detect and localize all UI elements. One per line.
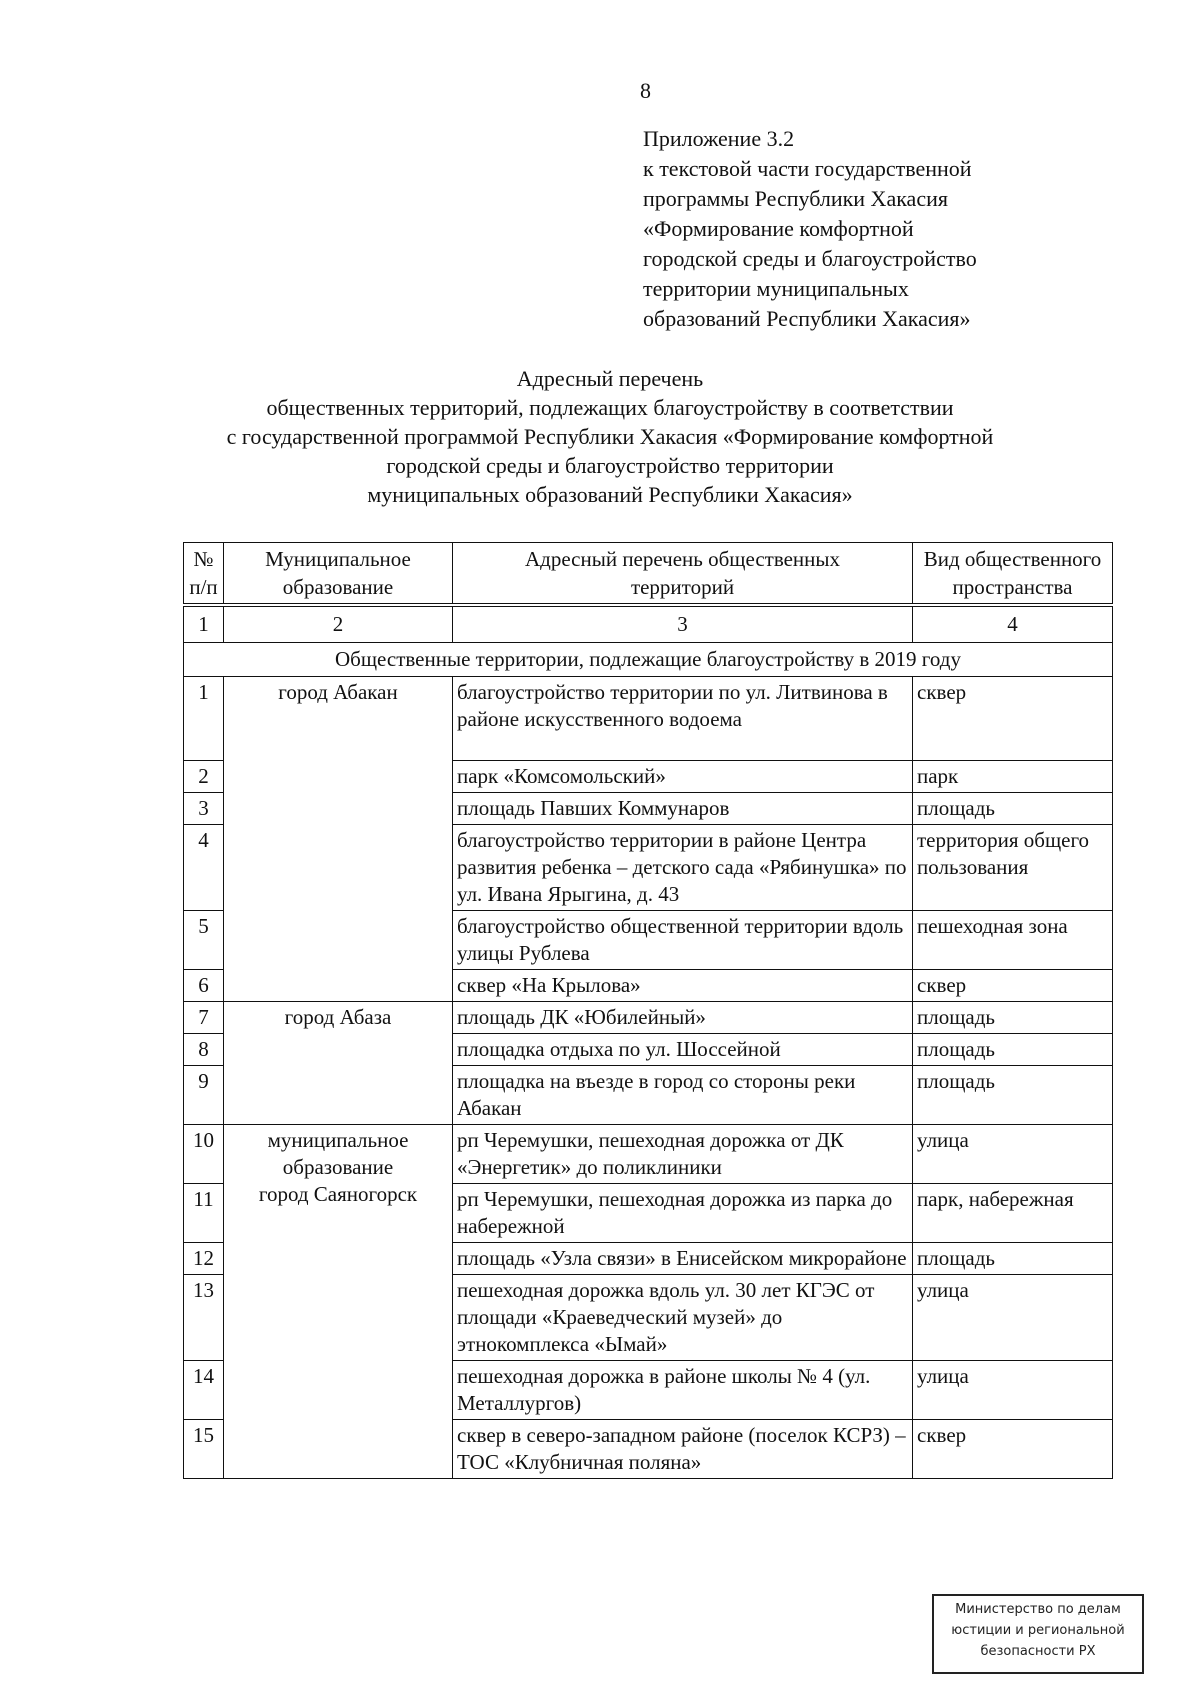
row-address: площадка на въезде в город со стороны реки Абакан <box>453 1066 913 1125</box>
row-address: сквер в северо-западном районе (поселок КСРЗ) – ТОС «Клубничная поляна» <box>453 1420 913 1479</box>
column-number: 3 <box>453 607 913 643</box>
title-line: Адресный перечень <box>516 366 704 391</box>
row-number: 7 <box>184 1002 224 1034</box>
page-number: 8 <box>640 78 651 103</box>
column-number: 2 <box>224 607 453 643</box>
table-header-row <box>184 543 1113 604</box>
row-address: площадь ДК «Юбилейный» <box>453 1002 913 1034</box>
municipality-line: муниципальное <box>267 1128 409 1152</box>
appendix-line: территории муниципальных <box>643 276 909 301</box>
municipality-sayanogorsk <box>224 1125 453 1479</box>
table-row <box>184 677 1113 761</box>
appendix-line: к текстовой части государственной <box>643 156 972 181</box>
row-kind: пешеходная зона <box>913 911 1113 970</box>
row-number: 5 <box>184 911 224 970</box>
row-address: площадь Павших Коммунаров <box>453 793 913 825</box>
municipality-abakan: город Абакан <box>224 677 453 1002</box>
row-kind: территория общего пользования <box>913 825 1113 911</box>
stamp-line: Министерство по делам <box>955 1602 1121 1617</box>
row-kind: площадь <box>913 1034 1113 1066</box>
header-municipality <box>224 543 453 604</box>
row-number: 10 <box>184 1125 224 1184</box>
row-kind: парк <box>913 761 1113 793</box>
row-number: 15 <box>184 1420 224 1479</box>
header-municipality-line: Муниципальное <box>265 547 411 571</box>
row-number: 2 <box>184 761 224 793</box>
title-line: общественных территорий, подлежащих благоустройству в соответствии <box>266 395 954 420</box>
row-kind: площадь <box>913 1002 1113 1034</box>
header-address-line: территорий <box>630 575 735 599</box>
header-num-line: № <box>193 547 214 571</box>
municipality-line: образование <box>282 1155 394 1179</box>
address-table <box>183 542 1113 1479</box>
row-address: рп Черемушки, пешеходная дорожка от ДК «Энергетик» до поликлиники <box>453 1125 913 1184</box>
appendix-line: городской среды и благоустройство <box>643 246 977 271</box>
row-address: благоустройство общественной территории вдоль улицы Рублева <box>453 911 913 970</box>
header-kind-line: Вид общественного <box>923 547 1102 571</box>
row-number: 12 <box>184 1243 224 1275</box>
row-address: парк «Комсомольский» <box>453 761 913 793</box>
header-kind-line: пространства <box>952 575 1073 599</box>
row-address: пешеходная дорожка в районе школы № 4 (ул. Металлургов) <box>453 1361 913 1420</box>
row-number: 6 <box>184 970 224 1002</box>
header-num-line: п/п <box>189 575 218 599</box>
row-address: площадка отдыха по ул. Шоссейной <box>453 1034 913 1066</box>
row-address: пешеходная дорожка вдоль ул. 30 лет КГЭС от площади «Краеведческий музей» до этнокомплекса «Ымай» <box>453 1275 913 1361</box>
row-kind: улица <box>913 1125 1113 1184</box>
row-address: благоустройство территории по ул. Литвинова в районе искусственного водоема <box>453 677 913 761</box>
row-number: 9 <box>184 1066 224 1125</box>
row-kind: площадь <box>913 793 1113 825</box>
header-num <box>184 543 224 604</box>
row-number: 14 <box>184 1361 224 1420</box>
header-kind <box>913 543 1113 604</box>
title-line: городской среды и благоустройство территории <box>386 453 834 478</box>
appendix-line: Приложение 3.2 <box>643 126 795 151</box>
row-address: площадь «Узла связи» в Енисейском микрорайоне <box>453 1243 913 1275</box>
header-address-line: Адресный перечень общественных <box>524 547 841 571</box>
row-kind: сквер <box>913 1420 1113 1479</box>
row-number: 3 <box>184 793 224 825</box>
column-number-row <box>184 607 1113 643</box>
municipality-abaza: город Абаза <box>224 1002 453 1125</box>
row-kind: улица <box>913 1361 1113 1420</box>
appendix-line: образований Республики Хакасия» <box>643 306 971 331</box>
row-kind: парк, набережная <box>913 1184 1113 1243</box>
municipality-line: город Саяногорск <box>258 1182 418 1206</box>
appendix-line: программы Республики Хакасия <box>643 186 948 211</box>
section-title: Общественные территории, подлежащие благоустройству в 2019 году <box>184 643 1113 677</box>
document-title <box>150 364 1070 509</box>
row-kind: площадь <box>913 1243 1113 1275</box>
column-number: 1 <box>184 607 224 643</box>
column-number: 4 <box>913 607 1113 643</box>
table-row <box>184 1002 1113 1034</box>
title-line: муниципальных образований Республики Хакасия» <box>367 482 853 507</box>
row-number: 13 <box>184 1275 224 1361</box>
stamp-line: юстиции и региональной <box>951 1623 1125 1638</box>
row-address: сквер «На Крылова» <box>453 970 913 1002</box>
row-kind: сквер <box>913 970 1113 1002</box>
title-line: с государственной программой Республики Хакасия «Формирование комфортной <box>226 424 994 449</box>
stamp-line: безопасности РХ <box>980 1644 1096 1659</box>
row-number: 4 <box>184 825 224 911</box>
row-address: рп Черемушки, пешеходная дорожка из парка до набережной <box>453 1184 913 1243</box>
table-row <box>184 1125 1113 1184</box>
ministry-stamp <box>932 1594 1144 1674</box>
row-kind: площадь <box>913 1066 1113 1125</box>
row-number: 8 <box>184 1034 224 1066</box>
row-number: 11 <box>184 1184 224 1243</box>
row-kind: сквер <box>913 677 1113 761</box>
appendix-note <box>643 124 1103 334</box>
appendix-line: «Формирование комфортной <box>643 216 914 241</box>
row-address: благоустройство территории в районе Центра развития ребенка – детского сада «Рябинушка» по ул. Ивана Ярыгина, д. 43 <box>453 825 913 911</box>
row-kind: улица <box>913 1275 1113 1361</box>
row-number: 1 <box>184 677 224 761</box>
header-address <box>453 543 913 604</box>
header-municipality-line: образование <box>282 575 394 599</box>
section-row <box>184 643 1113 677</box>
